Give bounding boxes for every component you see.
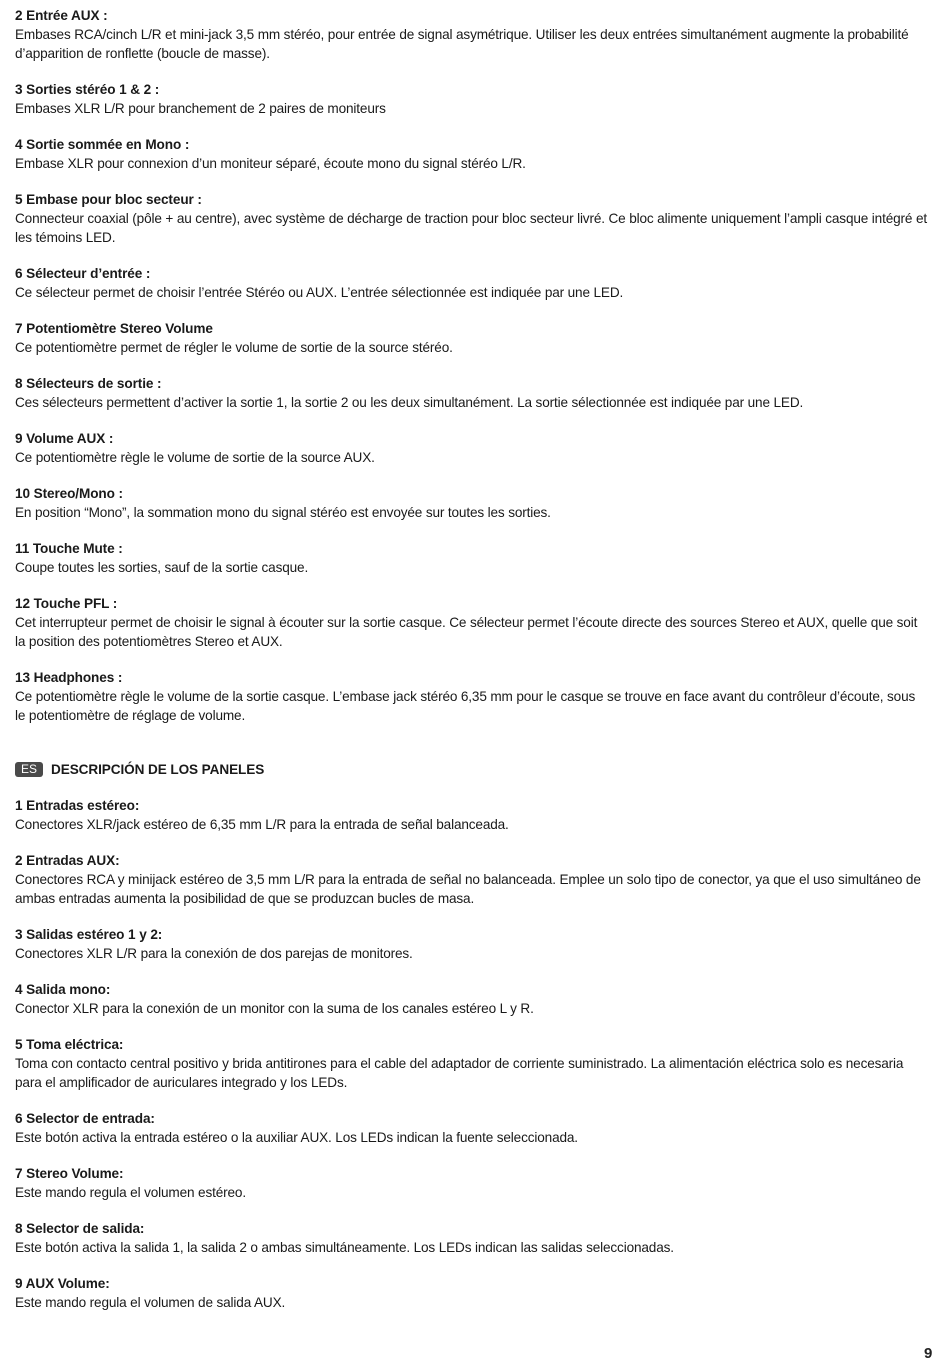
page-number: 9	[924, 1345, 933, 1362]
fr-entry	[15, 484, 927, 522]
entry-body: Ce potentiomètre règle le volume de la sortie casque. L’embase jack stéréo 6,35 mm pour le casque se trouve en face avant du contrôleur d’écoute, sous le potentiomètre de réglage de volume.	[15, 689, 916, 723]
entry-title: 7 Stereo Volume:	[15, 1166, 124, 1181]
es-entry	[15, 1274, 927, 1312]
entry-title: 6 Selector de entrada:	[15, 1111, 155, 1126]
entry-body: Conectores XLR/jack estéreo de 6,35 mm L/R para la entrada de señal balanceada.	[15, 817, 509, 832]
fr-entry	[15, 135, 927, 173]
entry-title: 4 Salida mono:	[15, 982, 111, 997]
entry-title: 1 Entradas estéreo:	[15, 798, 140, 813]
entry-body: En position “Mono”, la sommation mono du signal stéréo est envoyée sur toutes les sorties.	[15, 505, 551, 520]
entry-title: 3 Salidas estéreo 1 y 2:	[15, 927, 163, 942]
entry-body: Conectores XLR L/R para la conexión de dos parejas de monitores.	[15, 946, 413, 961]
entry-body: Ces sélecteurs permettent d’activer la sortie 1, la sortie 2 ou les deux simultanément. La sortie sélectionnée est indiquée par une LED.	[15, 395, 804, 410]
fr-entry	[15, 264, 927, 302]
entry-body: Embases RCA/cinch L/R et mini-jack 3,5 mm stéréo, pour entrée de signal asymétrique. Utiliser les deux entrées simultanément augmente la probabilité d’apparition de ronflette (boucle de masse).	[15, 27, 909, 61]
fr-entry	[15, 374, 927, 412]
entry-title: 9 Volume AUX :	[15, 431, 114, 446]
entry-title: 13 Headphones :	[15, 670, 123, 685]
entry-body: Embase XLR pour connexion d’un moniteur séparé, écoute mono du signal stéréo L/R.	[15, 156, 526, 171]
es-entry	[15, 851, 927, 908]
fr-entry	[15, 668, 927, 725]
fr-entry	[15, 429, 927, 467]
es-entry	[15, 1035, 927, 1092]
fr-entry	[15, 80, 927, 118]
entry-body: Este botón activa la entrada estéreo o la auxiliar AUX. Los LEDs indican la fuente seleccionada.	[15, 1130, 578, 1145]
entry-title: 3 Sorties stéréo 1 & 2 :	[15, 82, 160, 97]
es-entry	[15, 925, 927, 963]
entry-title: 7 Potentiomètre Stereo Volume	[15, 321, 213, 336]
entry-body: Coupe toutes les sorties, sauf de la sortie casque.	[15, 560, 309, 575]
entry-body: Embases XLR L/R pour branchement de 2 paires de moniteurs	[15, 101, 386, 116]
fr-entry	[15, 539, 927, 577]
entry-title: 8 Sélecteurs de sortie :	[15, 376, 162, 391]
entry-body: Toma con contacto central positivo y brida antitirones para el cable del adaptador de corriente suministrado. La alimentación eléctrica solo es necesaria para el amplificador de auriculares integrado y los LEDs.	[15, 1056, 904, 1090]
fr-entry	[15, 594, 927, 651]
entry-body: Cet interrupteur permet de choisir le signal à écouter sur la sortie casque. Ce sélecteur permet l’écoute directe des sources Stereo et AUX, quelle que soit la position des potentiomètres Stereo et AUX.	[15, 615, 918, 649]
entry-body: Este botón activa la salida 1, la salida 2 o ambas simultáneamente. Los LEDs indican las salidas seleccionadas.	[15, 1240, 674, 1255]
fr-entry	[15, 319, 927, 357]
entry-title: 11 Touche Mute :	[15, 541, 123, 556]
es-section-header	[15, 759, 927, 779]
fr-entry	[15, 6, 927, 63]
entry-body: Conectores RCA y minijack estéreo de 3,5 mm L/R para la entrada de señal no balanceada. Emplee un solo tipo de conector, ya que el uso simultáneo de ambas entradas aumenta la posibilidad de que se produzcan bucles de masa.	[15, 872, 921, 906]
entry-body: Ce potentiomètre permet de régler le volume de sortie de la source stéréo.	[15, 340, 453, 355]
fr-entry	[15, 190, 927, 247]
entry-title: 8 Selector de salida:	[15, 1221, 145, 1236]
entry-title: 5 Embase pour bloc secteur :	[15, 192, 202, 207]
entry-title: 9 AUX Volume:	[15, 1276, 110, 1291]
fr-entries	[15, 6, 927, 725]
entry-title: 10 Stereo/Mono :	[15, 486, 123, 501]
es-entry	[15, 796, 927, 834]
entry-title: 4 Sortie sommée en Mono :	[15, 137, 190, 152]
es-entry	[15, 1109, 927, 1147]
entry-title: 5 Toma eléctrica:	[15, 1037, 124, 1052]
es-entries	[15, 796, 927, 1312]
es-entry	[15, 980, 927, 1018]
entry-title: 6 Sélecteur d’entrée :	[15, 266, 151, 281]
section-title: DESCRIPCIÓN DE LOS PANELES	[51, 761, 265, 777]
entry-body: Conector XLR para la conexión de un monitor con la suma de los canales estéreo L y R.	[15, 1001, 534, 1016]
entry-body: Ce potentiomètre règle le volume de sortie de la source AUX.	[15, 450, 375, 465]
entry-body: Este mando regula el volumen estéreo.	[15, 1185, 246, 1200]
entry-body: Ce sélecteur permet de choisir l’entrée Stéréo ou AUX. L’entrée sélectionnée est indiquée par une LED.	[15, 285, 624, 300]
entry-title: 2 Entrée AUX :	[15, 8, 108, 23]
manual-page	[15, 6, 927, 1329]
entry-title: 2 Entradas AUX:	[15, 853, 120, 868]
es-entry	[15, 1219, 927, 1257]
language-badge: ES	[15, 762, 43, 777]
entry-title: 12 Touche PFL :	[15, 596, 118, 611]
es-entry	[15, 1164, 927, 1202]
entry-body: Connecteur coaxial (pôle + au centre), avec système de décharge de traction pour bloc secteur livré. Ce bloc alimente uniquement l’ampli casque intégré et les témoins LED.	[15, 211, 927, 245]
entry-body: Este mando regula el volumen de salida AUX.	[15, 1295, 286, 1310]
